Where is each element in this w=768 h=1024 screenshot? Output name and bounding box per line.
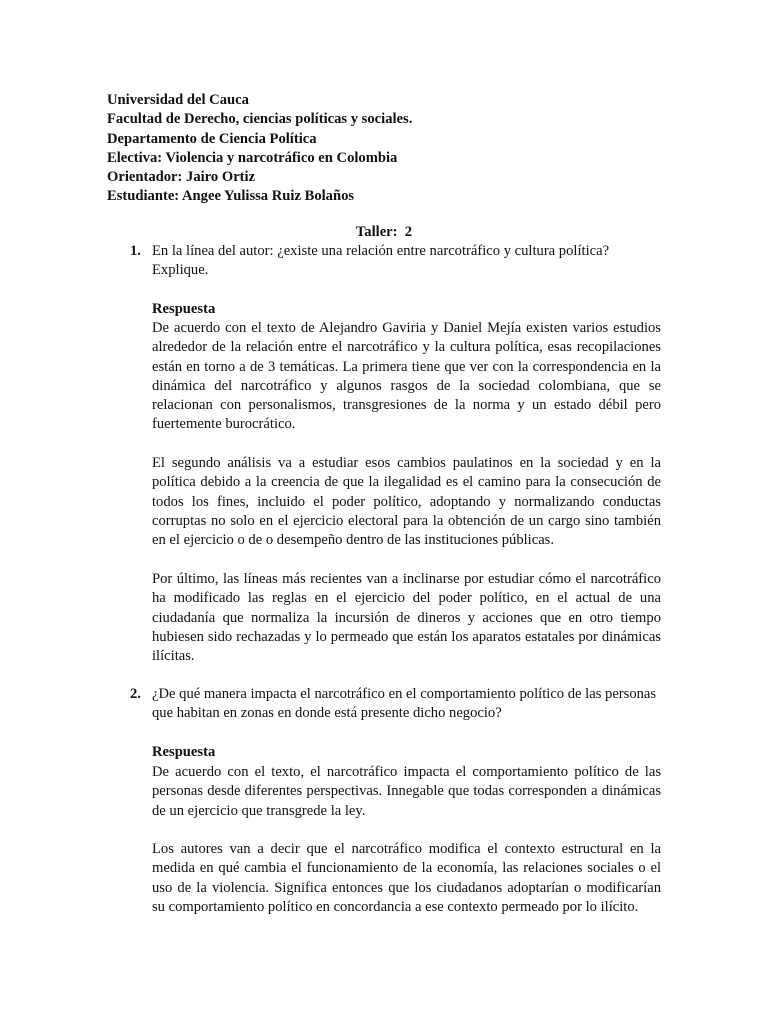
question-1 — [130, 242, 661, 281]
title-text: Taller: 2 — [355, 224, 413, 240]
student-name: Estudiante: Angee Yulissa Ruiz Bolaños — [107, 188, 355, 205]
department-name: Departamento de Ciencia Política — [107, 130, 317, 147]
answer-label: Respuesta — [152, 301, 216, 317]
document-header — [107, 91, 667, 207]
answer-paragraph: Por último, las líneas más recientes van a inclinarse por estudiar cómo el narcotráfico ha modificado las reglas en el ejercicio del poder político, en el actual de una ciudadanía que normaliza la incursión de dineros y acciones que en otro tiempo hubiesen sido rechazadas y lo permeado que están los aparatos estatales por dinámicas ilícitas. — [152, 571, 661, 665]
answer-paragraph: De acuerdo con el texto, el narcotráfico impacta el comportamiento político de las personas desde diferentes perspectivas. Innegable que todas corresponden a dinámicas de un ejercicio que transgrede la ley. — [152, 764, 661, 819]
course-name: Electiva: Violencia y narcotráfico en Colombia — [107, 149, 398, 166]
question-number: 1. — [130, 243, 141, 259]
question-text: ¿De qué manera impacta el narcotráfico en el comportamiento político de las personas que habitan en zonas en donde está presente dicho negocio? — [152, 686, 657, 722]
answer-label: Respuesta — [152, 744, 216, 760]
answer-paragraph: De acuerdo con el texto de Alejandro Gaviria y Daniel Mejía existen varios estudios alrededor de la relación entre el narcotráfico y la cultura política, esas recopilaciones están en torno a de 3 temáticas. La primera tiene que ver con la correspondencia en la dinámica del narcotráfico y algunos rasgos de la sociedad colombiana, que se relacionan con personalismos, transgresiones de la norma y un estado débil pero fuertemente burocrático. — [152, 320, 661, 433]
question-2 — [130, 685, 661, 724]
advisor-name: Orientador: Jairo Ortiz — [107, 169, 256, 186]
question-number: 2. — [130, 686, 141, 702]
answer-paragraph: El segundo análisis va a estudiar esos cambios paulatinos en la sociedad y en la política debido a la creencia de que la ilegalidad es el camino para la consecución de todos los fines, incluido el poder político, adoptando y normalizando conductas corruptas no solo en el ejercicio electoral para la obtención de un cargo sino también en el ejercicio o de o desempeño dentro de las instituciones públicas. — [152, 455, 661, 549]
question-text: En la línea del autor: ¿existe una relación entre narcotráfico y cultura política? Explique. — [152, 243, 610, 279]
answer-paragraph: Los autores van a decir que el narcotráfico modifica el contexto estructural en la medida en qué cambia el funcionamiento de la economía, las relaciones sociales o el uso de la violencia. Significa entonces que los ciudadanos adoptarían o modificarían su comportamiento político en concordancia a ese contexto permeado por lo ilícito. — [152, 841, 661, 915]
document-title — [0, 223, 768, 242]
faculty-name: Facultad de Derecho, ciencias políticas y sociales. — [107, 111, 413, 128]
university-name: Universidad del Cauca — [107, 92, 249, 108]
